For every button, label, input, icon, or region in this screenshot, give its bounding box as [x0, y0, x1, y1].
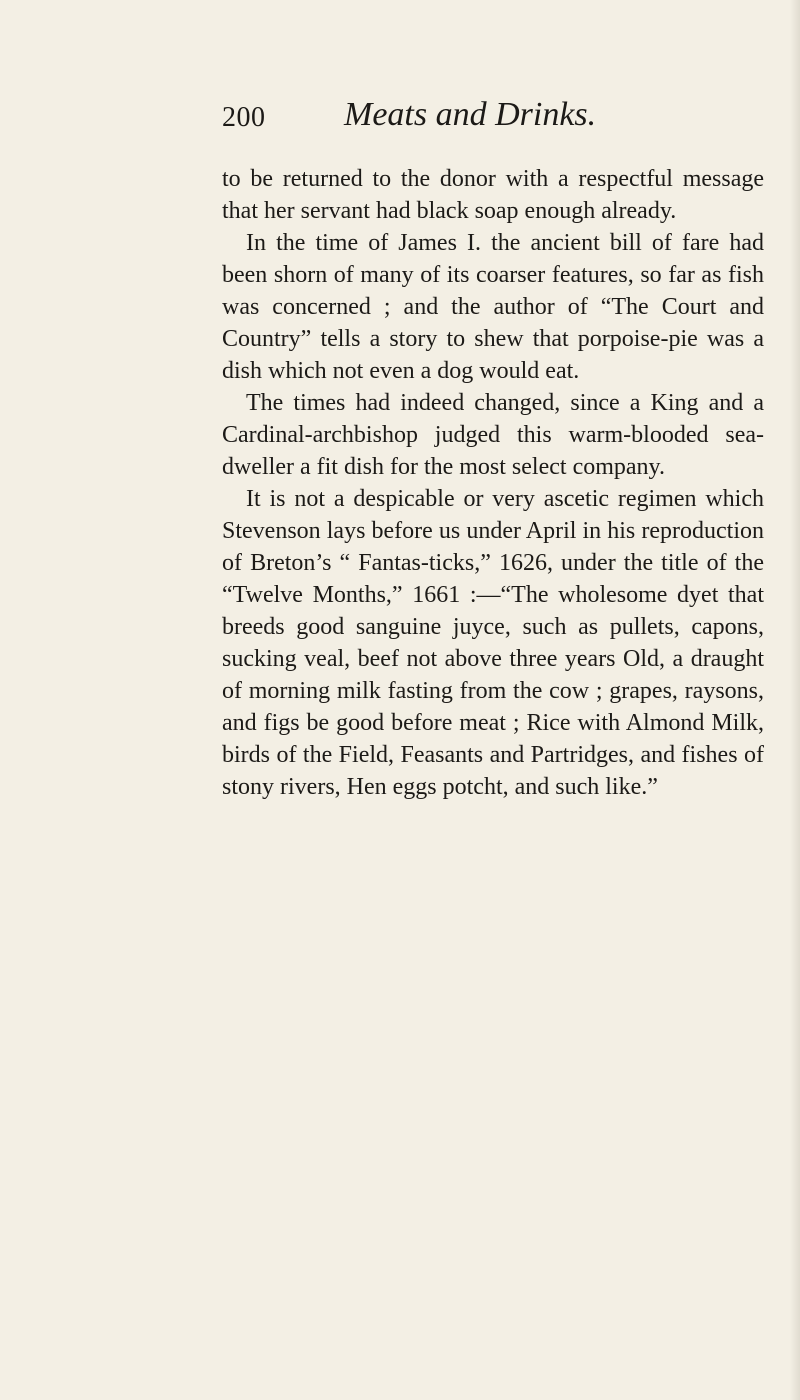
paragraph-2: In the time of James I. the ancient bill of fare had been shorn of many of its coarser features, so far as fish was concerned ; and the author of “The Court and Country” tells a story to shew that porpoise-pie was a dish which not even a dog would eat. — [222, 230, 764, 384]
page-edge-shadow — [790, 0, 800, 1400]
paragraph-3: The times had indeed changed, since a King and a Cardinal-archbishop judged this warm-blooded sea-dweller a fit dish for the most select company. — [222, 390, 764, 480]
paragraph-4: It is not a despicable or very ascetic regimen which Stevenson lays before us under April in his reproduction of Breton’s “ Fantas-ticks,” 1626, under the title of the “Twelve Months,” 1661 :—“The wholesome dyet that breeds good sanguine juyce, such as pullets, capons, sucking veal, beef not above three years Old, a draught of morning milk fasting from the cow ; grapes, raysons, and figs be good before meat ; Rice with Almond Milk, birds of the Field, Feasants and Partridges, and fishes of stony rivers, Hen eggs potcht, and such like.” — [222, 486, 764, 800]
body-text — [222, 163, 764, 803]
page-number: 200 — [222, 102, 266, 133]
page-header — [222, 96, 642, 140]
running-title: Meats and Drinks. — [344, 96, 597, 133]
paragraph-1: to be returned to the donor with a respectful message that her servant had black soap enough already. — [222, 166, 764, 224]
